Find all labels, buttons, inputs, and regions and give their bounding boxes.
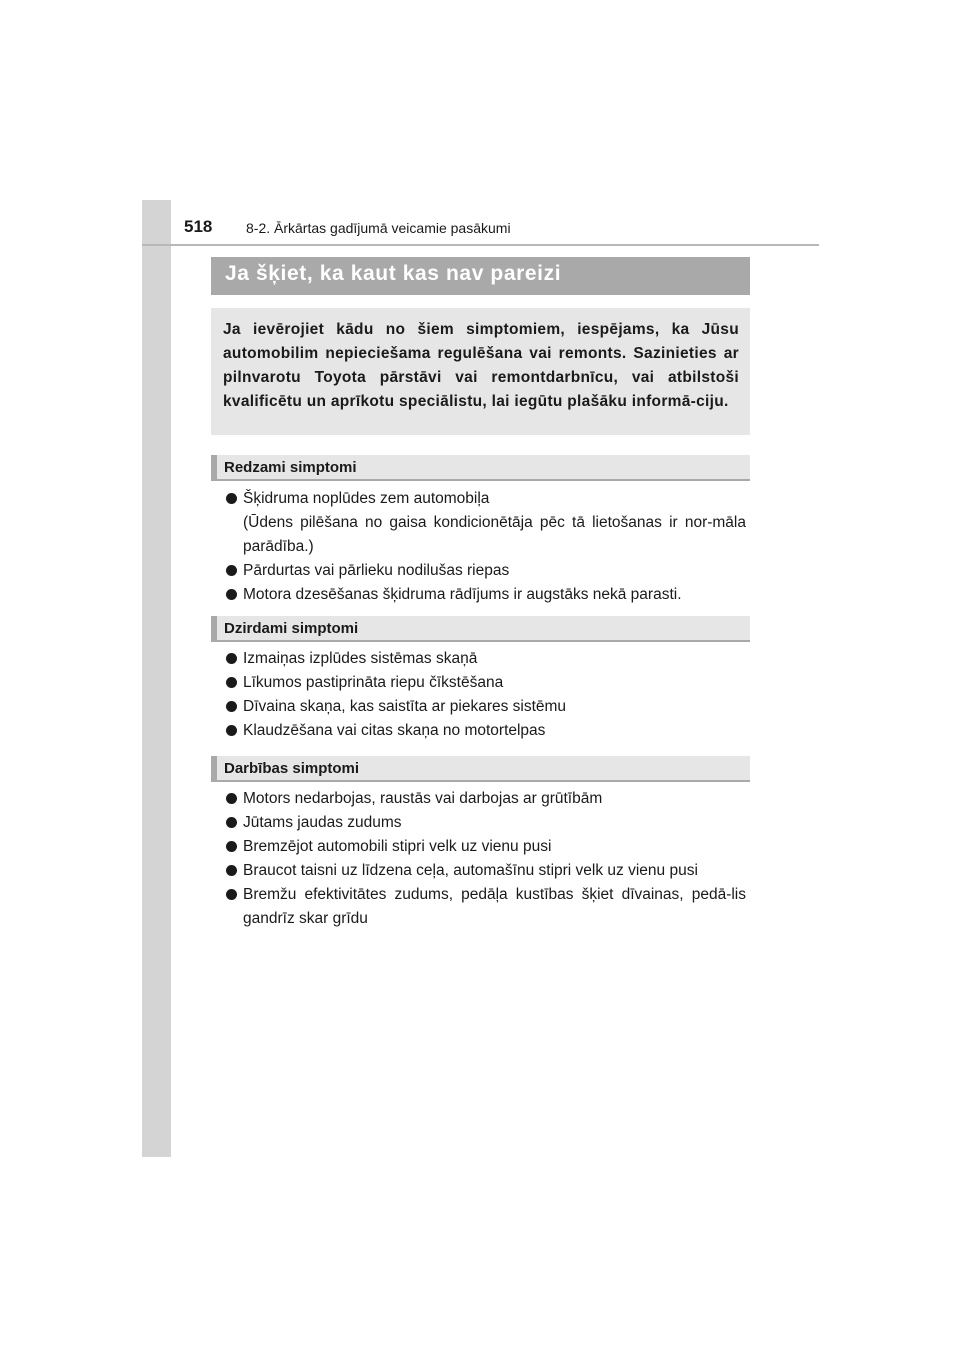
page-number: 518 xyxy=(184,217,213,236)
subheading-operational-symptoms: Darbības simptomi xyxy=(211,756,750,782)
list-item xyxy=(226,835,746,859)
list-item-text: Motors nedarbojas, raustās vai darbojas ar grūtībām xyxy=(243,790,603,807)
intro-text: Ja ievērojiet kādu no šiem simptomiem, iespējams, ka Jūsu automobilim nepieciešama regulēšana vai remonts. Sazinieties ar pilnvarotu Toyota pārstāvi vai remontdarbnīcu, vai atbilstoši kvalificētu un aprīkotu speciālistu, lai iegūtu plašāku informā-ciju. xyxy=(223,321,739,410)
bullet-icon xyxy=(226,889,237,900)
list-item-text: Motora dzesēšanas šķidruma rādījums ir augstāks nekā parasti. xyxy=(243,586,682,603)
bullet-icon xyxy=(226,841,237,852)
bullet-icon xyxy=(226,653,237,664)
list-item xyxy=(226,695,746,719)
list-item-note: (Ūdens pilēšana no gaisa kondicionētāja pēc tā lietošanas ir nor-māla parādība.) xyxy=(243,514,746,555)
list-audible-symptoms xyxy=(226,647,746,743)
page-title: Ja šķiet, ka kaut kas nav pareizi xyxy=(211,257,750,295)
list-item xyxy=(226,811,746,835)
list-item xyxy=(226,719,746,743)
bullet-icon xyxy=(226,493,237,504)
bullet-icon xyxy=(226,701,237,712)
intro-box xyxy=(211,308,750,435)
list-item xyxy=(226,859,746,883)
bullet-icon xyxy=(226,565,237,576)
list-item-text: Izmaiņas izplūdes sistēmas skaņā xyxy=(243,650,478,667)
list-item-text: Jūtams jaudas zudums xyxy=(243,814,402,831)
subheading-audible-symptoms: Dzirdami simptomi xyxy=(211,616,750,642)
bullet-icon xyxy=(226,725,237,736)
header-rule xyxy=(142,244,819,246)
list-item xyxy=(226,787,746,811)
list-visible-symptoms xyxy=(226,487,746,607)
list-item-text: Pārdurtas vai pārlieku nodilušas riepas xyxy=(243,562,510,579)
list-item-text: Klaudzēšana vai citas skaņa no motortelpas xyxy=(243,722,546,739)
list-item xyxy=(226,671,746,695)
section-reference: 8-2. Ārkārtas gadījumā veicamie pasākumi xyxy=(246,220,511,236)
bullet-icon xyxy=(226,865,237,876)
bullet-icon xyxy=(226,793,237,804)
list-operational-symptoms xyxy=(226,787,746,931)
list-item-text: Līkumos pastiprināta riepu čīkstēšana xyxy=(243,674,504,691)
list-item-text: Šķidruma noplūdes zem automobiļa xyxy=(243,490,490,507)
list-item-text: Braucot taisni uz līdzena ceļa, automašīnu stipri velk uz vienu pusi xyxy=(243,862,698,879)
side-tab-bar xyxy=(142,200,171,1157)
list-item xyxy=(226,647,746,671)
list-item xyxy=(226,559,746,583)
bullet-icon xyxy=(226,677,237,688)
list-item-text: Bremžu efektivitātes zudums, pedāļa kustības šķiet dīvainas, pedā-lis gandrīz skar grīdu xyxy=(243,886,746,927)
subheading-visible-symptoms: Redzami simptomi xyxy=(211,455,750,481)
bullet-icon xyxy=(226,817,237,828)
list-item xyxy=(226,487,746,559)
list-item-text: Dīvaina skaņa, kas saistīta ar piekares sistēmu xyxy=(243,698,567,715)
list-item xyxy=(226,583,746,607)
list-item-text: Bremzējot automobili stipri velk uz vienu pusi xyxy=(243,838,552,855)
list-item xyxy=(226,883,746,931)
bullet-icon xyxy=(226,589,237,600)
